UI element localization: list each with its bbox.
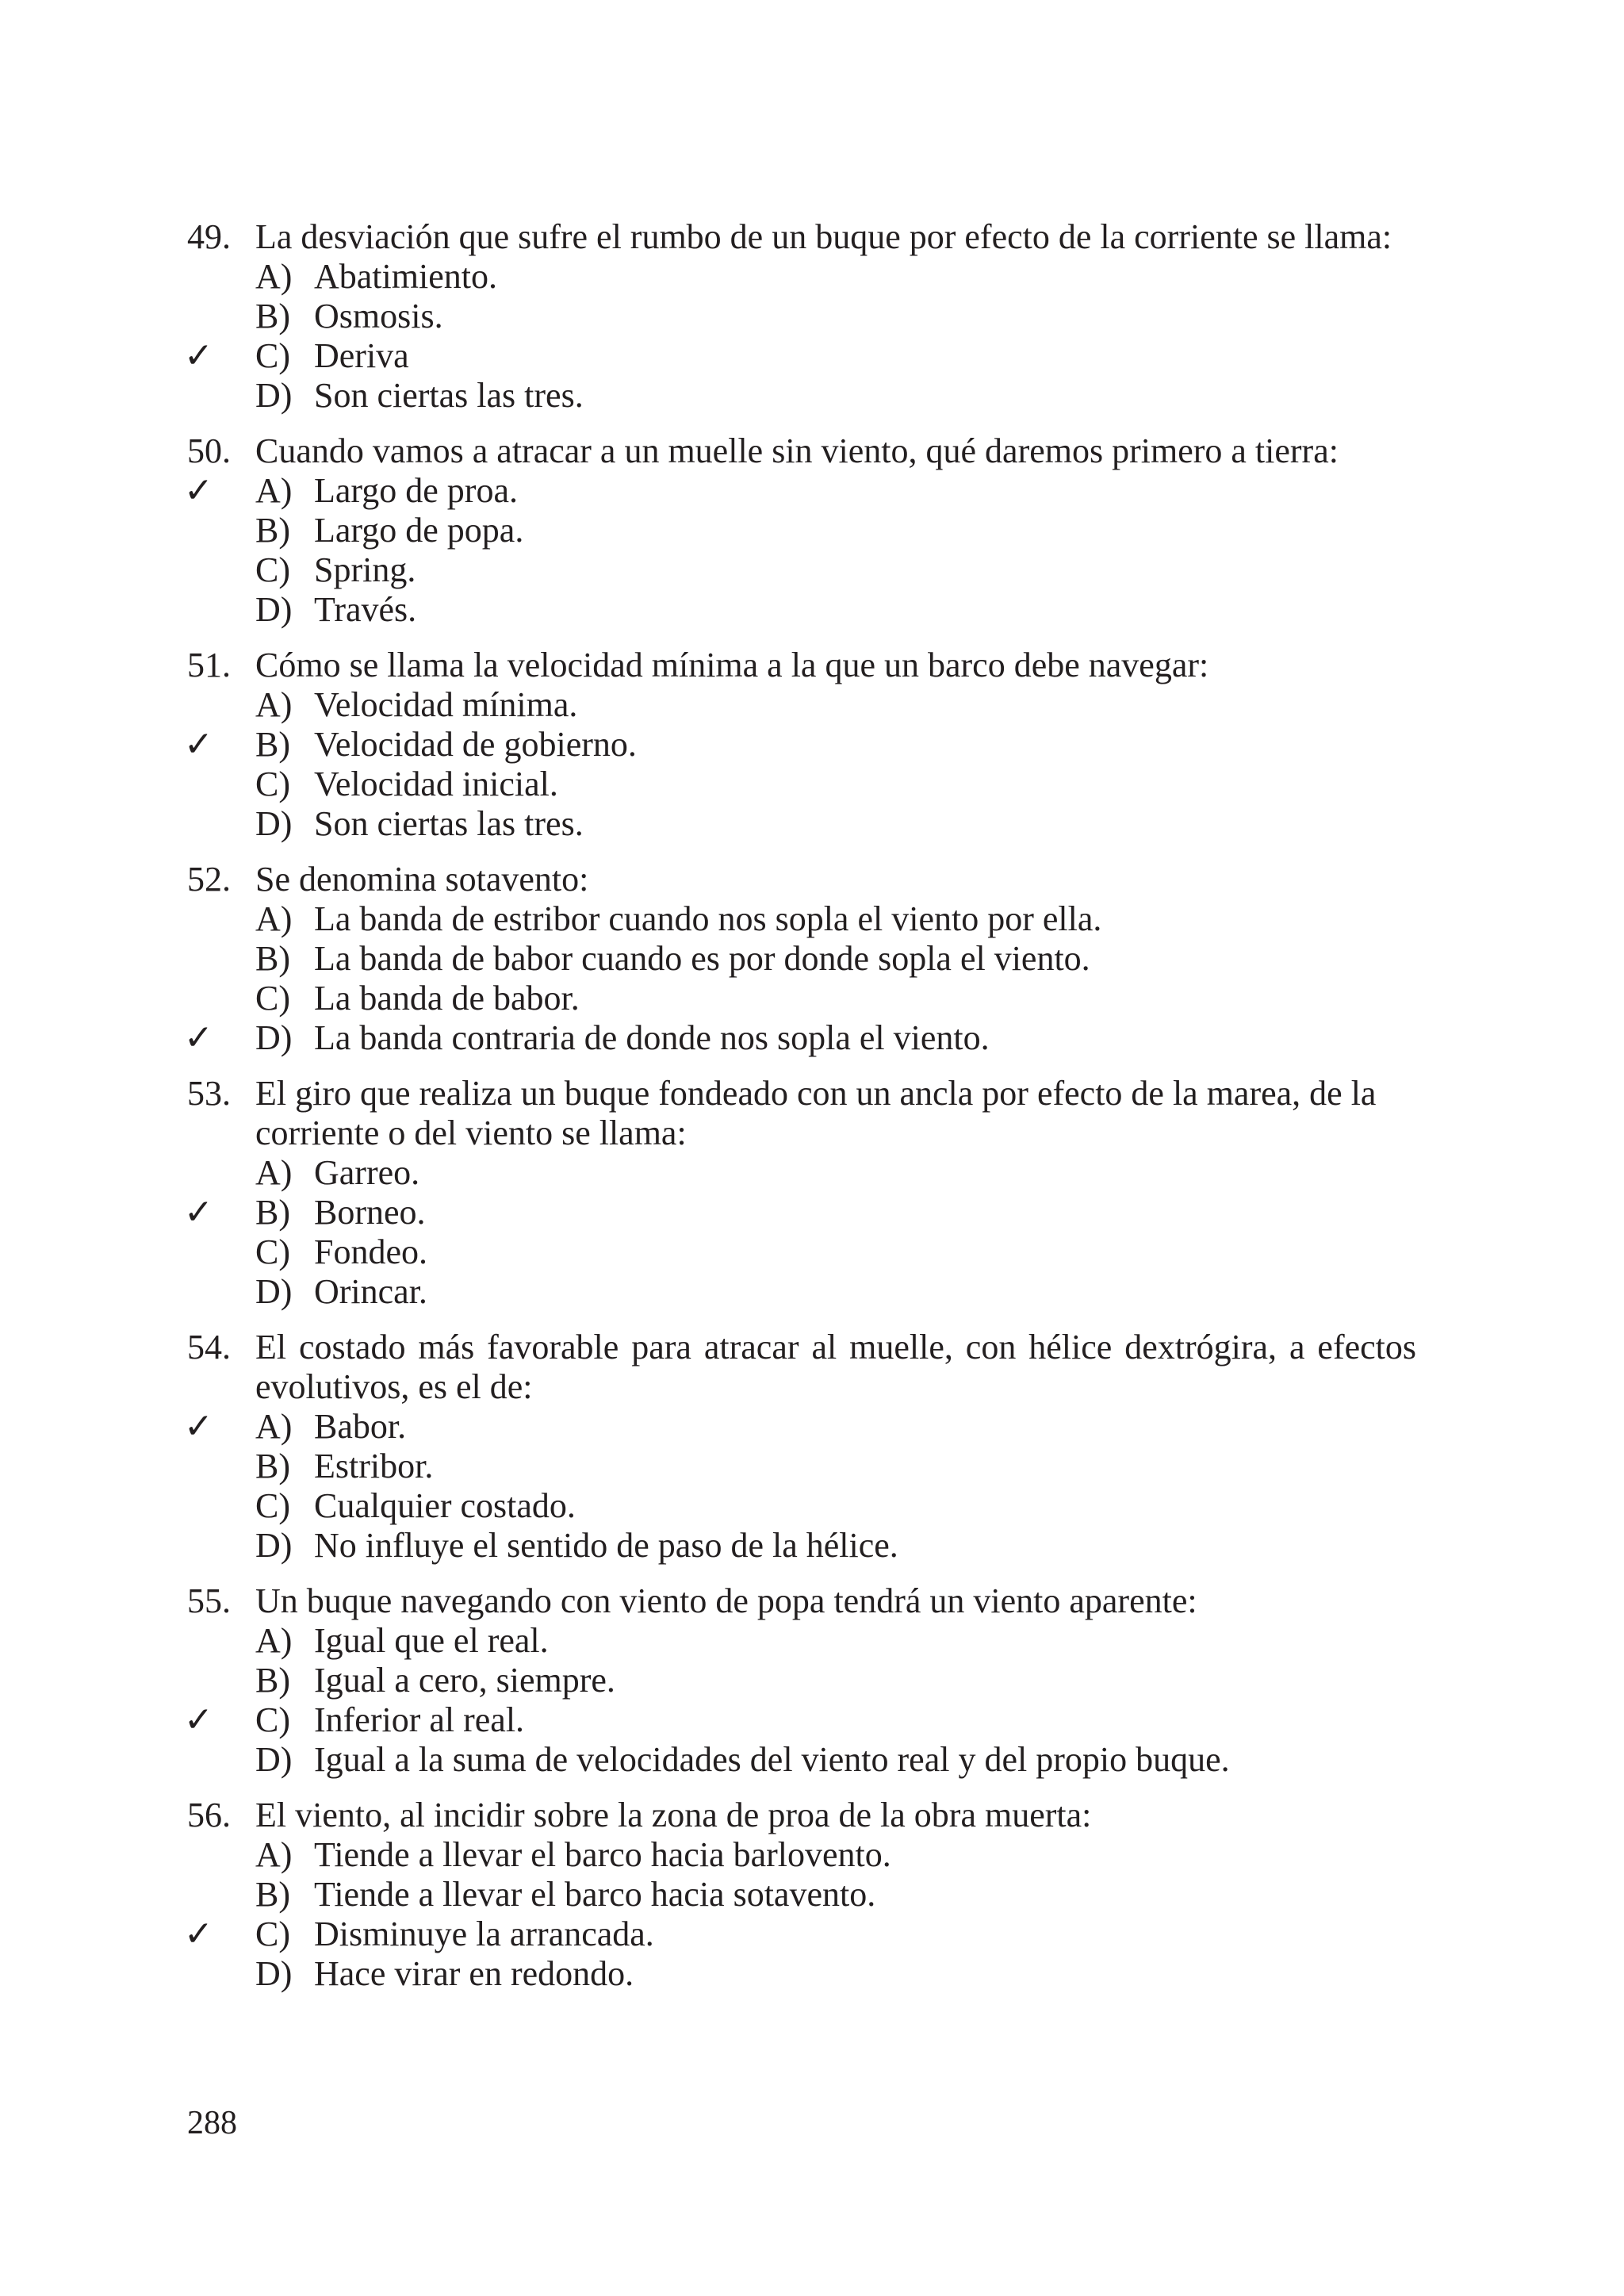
answer-option-d (187, 1954, 1416, 1994)
question-text: Se denomina sotavento: (255, 860, 589, 899)
question-text: El giro que realiza un buque fondeado con un ancla por efecto de la marea, de la corriente o del viento se llama: (255, 1074, 1377, 1152)
question-number: 49. (187, 217, 231, 256)
answer-option-d (187, 1272, 1416, 1312)
option-text: La banda de babor. (314, 979, 580, 1018)
option-letter: C) (255, 979, 290, 1018)
answer-option-d (187, 1526, 1416, 1566)
option-text: Través. (314, 590, 417, 629)
check-mark-icon: ✓ (184, 1192, 213, 1232)
answer-option-d (187, 1740, 1416, 1780)
check-mark-icon: ✓ (184, 1700, 213, 1740)
check-mark-icon: ✓ (184, 1018, 213, 1058)
option-letter: C) (255, 1486, 290, 1525)
option-text: Estribor. (314, 1447, 434, 1485)
option-text: La banda de estribor cuando nos sopla el viento por ella. (314, 899, 1102, 938)
question-52 (184, 860, 1416, 1058)
option-letter: A) (255, 257, 293, 296)
option-text: Largo de proa. (314, 471, 518, 510)
option-letter: B) (255, 297, 290, 335)
option-letter: A) (255, 1621, 293, 1660)
option-text: Son ciertas las tres. (314, 804, 584, 843)
question-stem (187, 1581, 1416, 1621)
option-letter: C) (255, 765, 290, 803)
option-letter: B) (255, 511, 290, 550)
check-mark-icon: ✓ (184, 1406, 213, 1447)
answer-option-c (187, 550, 1416, 590)
question-text: Cómo se llama la velocidad mínima a la que un barco debe navegar: (255, 646, 1209, 684)
answer-option-b (187, 1661, 1416, 1700)
question-number: 53. (187, 1074, 231, 1113)
question-text: Un buque navegando con viento de popa tendrá un viento aparente: (255, 1581, 1197, 1620)
option-letter: D) (255, 1954, 293, 1993)
question-number: 56. (187, 1796, 231, 1834)
question-stem (187, 646, 1416, 685)
option-text: Osmosis. (314, 297, 443, 335)
question-54 (184, 1328, 1416, 1566)
option-letter: C) (255, 1915, 290, 1953)
answer-option-b (187, 1447, 1416, 1486)
option-letter: A) (255, 685, 293, 724)
question-stem (187, 1328, 1416, 1407)
question-51 (184, 646, 1416, 844)
option-text: No influye el sentido de paso de la hélice. (314, 1526, 898, 1565)
option-letter: C) (255, 550, 290, 589)
answer-option-c (184, 1700, 1416, 1740)
option-letter: D) (255, 1018, 293, 1057)
option-letter: D) (255, 1272, 293, 1311)
option-letter: A) (255, 471, 293, 510)
option-text: Igual que el real. (314, 1621, 549, 1660)
answer-option-c (184, 1914, 1416, 1954)
question-50 (184, 431, 1416, 630)
answer-option-d (184, 1018, 1416, 1058)
option-text: Orincar. (314, 1272, 427, 1311)
option-letter: D) (255, 1740, 293, 1779)
answer-option-a (184, 470, 1416, 511)
option-text: La banda contraria de donde nos sopla el viento. (314, 1018, 990, 1057)
option-letter: A) (255, 899, 293, 938)
option-text: Borneo. (314, 1193, 426, 1232)
answer-option-d (187, 376, 1416, 416)
option-letter: B) (255, 939, 290, 978)
option-letter: C) (255, 1232, 290, 1271)
question-text: La desviación que sufre el rumbo de un buque por efecto de la corriente se llama: (255, 217, 1392, 256)
answer-option-c (187, 979, 1416, 1018)
option-text: Tiende a llevar el barco hacia barlovento. (314, 1835, 891, 1874)
option-text: Velocidad mínima. (314, 685, 578, 724)
check-mark-icon: ✓ (184, 335, 213, 376)
option-letter: A) (255, 1407, 293, 1446)
option-text: Abatimiento. (314, 257, 497, 296)
answer-option-a (187, 257, 1416, 297)
answer-option-a (187, 1621, 1416, 1661)
option-text: Tiende a llevar el barco hacia sotavento. (314, 1875, 876, 1914)
option-text: Largo de popa. (314, 511, 524, 550)
option-letter: B) (255, 1447, 290, 1485)
question-text: El costado más favorable para atracar al muelle, con hélice dextrógira, a efectos evolutivos, es el de: (255, 1328, 1416, 1406)
question-text: El viento, al incidir sobre la zona de proa de la obra muerta: (255, 1796, 1092, 1834)
check-mark-icon: ✓ (184, 724, 213, 765)
option-letter: C) (255, 1700, 290, 1739)
answer-option-a (187, 899, 1416, 939)
question-number: 54. (187, 1328, 231, 1366)
question-53 (184, 1074, 1416, 1312)
question-56 (184, 1796, 1416, 1994)
option-text: Spring. (314, 550, 416, 589)
question-list (184, 217, 1416, 2010)
option-text: Igual a cero, siempre. (314, 1661, 615, 1700)
option-letter: D) (255, 376, 293, 415)
question-stem (187, 431, 1416, 471)
answer-option-d (187, 590, 1416, 630)
option-text: Son ciertas las tres. (314, 376, 584, 415)
option-text: Igual a la suma de velocidades del viento real y del propio buque. (314, 1740, 1230, 1779)
question-number: 55. (187, 1581, 231, 1620)
answer-option-c (187, 1486, 1416, 1526)
question-text: Cuando vamos a atracar a un muelle sin viento, qué daremos primero a tierra: (255, 431, 1339, 470)
answer-option-b (184, 724, 1416, 765)
option-letter: A) (255, 1835, 293, 1874)
question-stem (187, 1796, 1416, 1835)
question-number: 51. (187, 646, 231, 684)
page-number: 288 (187, 2105, 237, 2141)
option-letter: B) (255, 1193, 290, 1232)
answer-option-b (187, 297, 1416, 336)
option-text: Cualquier costado. (314, 1486, 576, 1525)
question-stem (187, 217, 1416, 257)
check-mark-icon: ✓ (184, 1914, 213, 1954)
option-text: Garreo. (314, 1153, 420, 1192)
question-number: 52. (187, 860, 231, 899)
check-mark-icon: ✓ (184, 470, 213, 511)
answer-option-b (187, 939, 1416, 979)
option-text: Inferior al real. (314, 1700, 525, 1739)
option-text: Hace virar en redondo. (314, 1954, 634, 1993)
answer-option-b (187, 1875, 1416, 1915)
option-letter: B) (255, 1661, 290, 1700)
option-letter: D) (255, 590, 293, 629)
option-text: Fondeo. (314, 1232, 427, 1271)
answer-option-c (187, 1232, 1416, 1272)
answer-option-c (187, 765, 1416, 804)
option-text: Babor. (314, 1407, 407, 1446)
option-text: La banda de babor cuando es por donde sopla el viento. (314, 939, 1090, 978)
option-text: Velocidad de gobierno. (314, 725, 637, 764)
answer-option-a (187, 685, 1416, 725)
question-stem (187, 860, 1416, 899)
option-text: Deriva (314, 336, 409, 375)
option-letter: C) (255, 336, 290, 375)
option-letter: B) (255, 1875, 290, 1914)
answer-option-b (187, 511, 1416, 550)
question-55 (184, 1581, 1416, 1780)
answer-option-c (184, 335, 1416, 376)
question-stem (187, 1074, 1416, 1153)
question-49 (184, 217, 1416, 416)
answer-option-d (187, 804, 1416, 844)
option-letter: D) (255, 804, 293, 843)
option-text: Velocidad inicial. (314, 765, 558, 803)
option-letter: B) (255, 725, 290, 764)
option-letter: A) (255, 1153, 293, 1192)
option-letter: D) (255, 1526, 293, 1565)
answer-option-a (184, 1406, 1416, 1447)
answer-option-b (184, 1192, 1416, 1232)
question-number: 50. (187, 431, 231, 470)
option-text: Disminuye la arrancada. (314, 1915, 654, 1953)
answer-option-a (187, 1835, 1416, 1875)
answer-option-a (187, 1153, 1416, 1193)
